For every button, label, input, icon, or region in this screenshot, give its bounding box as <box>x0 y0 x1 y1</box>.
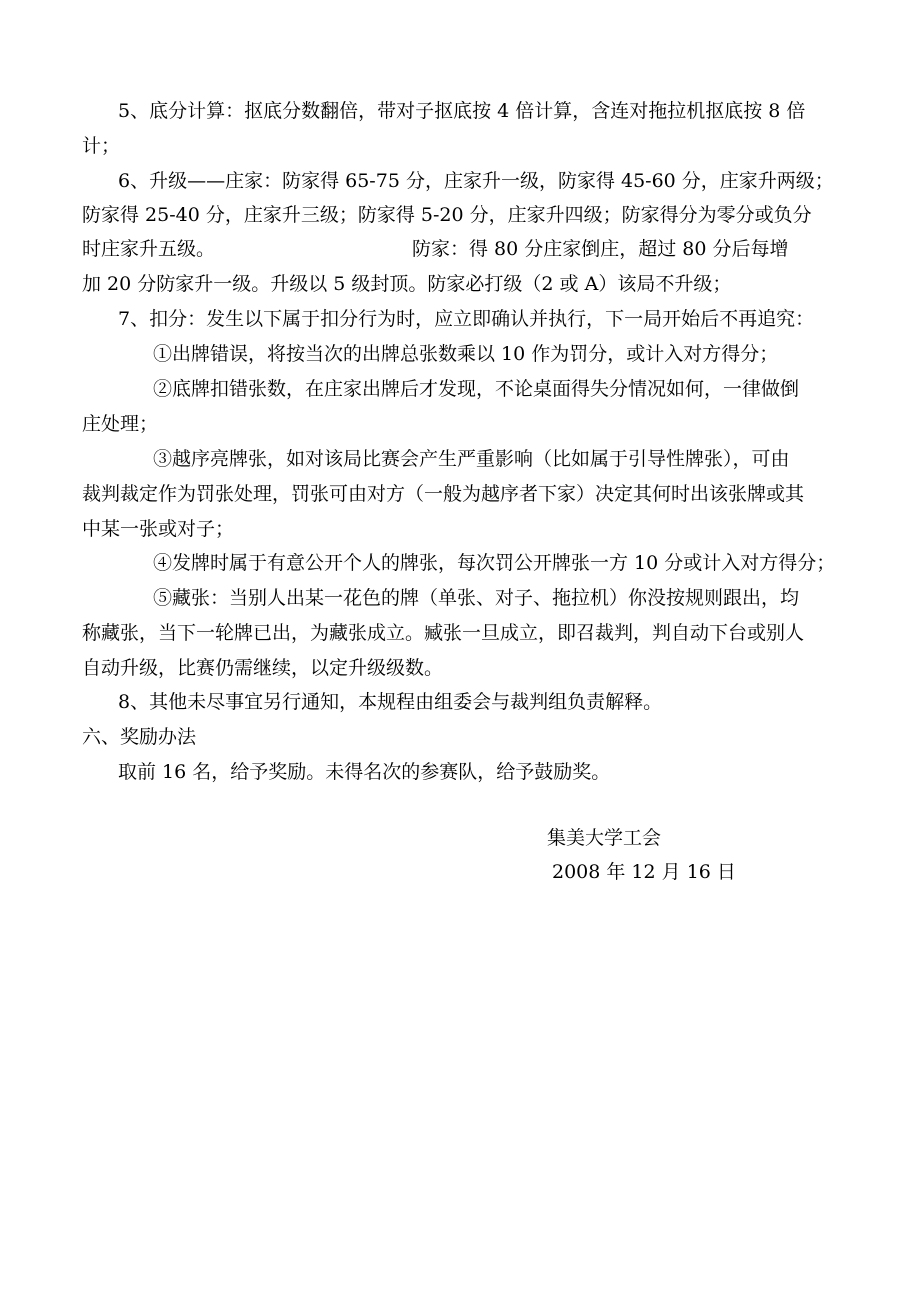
rule-8: 8、其他未尽事宜另行通知，本规程由组委会与裁判组负责解释。 <box>118 691 663 713</box>
rule-6-line-3a: 时庄家升五级。 <box>82 238 216 260</box>
rule-6-line-2: 防家得 25-40 分，庄家升三级；防家得 5-20 分，庄家升四级；防家得分为零分或负分 <box>82 204 812 226</box>
rule-7-heading: 7、扣分：发生以下属于扣分行为时，应立即确认并执行，下一局开始后不再追究： <box>118 308 815 330</box>
rule-7-item-5-line-2: 称藏张，当下一轮牌已出，为藏张成立。臧张一旦成立，即召裁判，判自动下台或别人 <box>82 622 805 644</box>
rule-7-item-3-line-2: 裁判裁定作为罚张处理，罚张可由对方（一般为越序者下家）决定其何时出该张牌或其 <box>82 483 805 505</box>
rule-6-line-3b: 防家：得 80 分庄家倒庄，超过 80 分后每增 <box>412 238 789 260</box>
rule-7-item-5-line-3: 自动升级，比赛仍需继续，以定升级级数。 <box>82 657 444 679</box>
rule-7-item-5-line-1: ⑤藏张：当别人出某一花色的牌（单张、对子、拖拉机）你没按规则跟出，均 <box>153 587 800 609</box>
rule-7-item-1: ①出牌错误，将按当次的出牌总张数乘以 10 作为罚分，或计入对方得分； <box>153 343 779 365</box>
rule-6-line-1: 6、升级——庄家：防家得 65-75 分，庄家升一级，防家得 45-60 分，庄家升两级； <box>118 170 834 192</box>
award-text: 取前 16 名，给予奖励。未得名次的参赛队，给予鼓励奖。 <box>118 761 611 783</box>
signature-organization: 集美大学工会 <box>547 827 662 849</box>
rule-5-line-2: 计； <box>82 135 121 157</box>
rule-7-item-4: ④发牌时属于有意公开个人的牌张，每次罚公开牌张一方 10 分或计入对方得分； <box>153 552 836 574</box>
section-6-heading: 六、奖励办法 <box>82 726 197 748</box>
signature-date: 2008 年 12 月 16 日 <box>552 861 736 883</box>
rule-7-item-2-line-2: 庄处理； <box>82 413 159 435</box>
rule-7-item-2-line-1: ②底牌扣错张数，在庄家出牌后才发现，不论桌面得失分情况如何，一律做倒 <box>153 378 800 400</box>
rule-7-item-3-line-3: 中某一张或对子； <box>82 518 235 540</box>
rule-6-line-4: 加 20 分防家升一级。升级以 5 级封顶。防家必打级（2 或 A）该局不升级； <box>82 273 732 295</box>
rule-7-item-3-line-1: ③越序亮牌张，如对该局比赛会产生严重影响（比如属于引导性牌张），可由 <box>153 448 790 470</box>
rule-5-line-1: 5、底分计算：抠底分数翻倍，带对子抠底按 4 倍计算，含连对拖拉机抠底按 8 倍 <box>118 100 806 122</box>
